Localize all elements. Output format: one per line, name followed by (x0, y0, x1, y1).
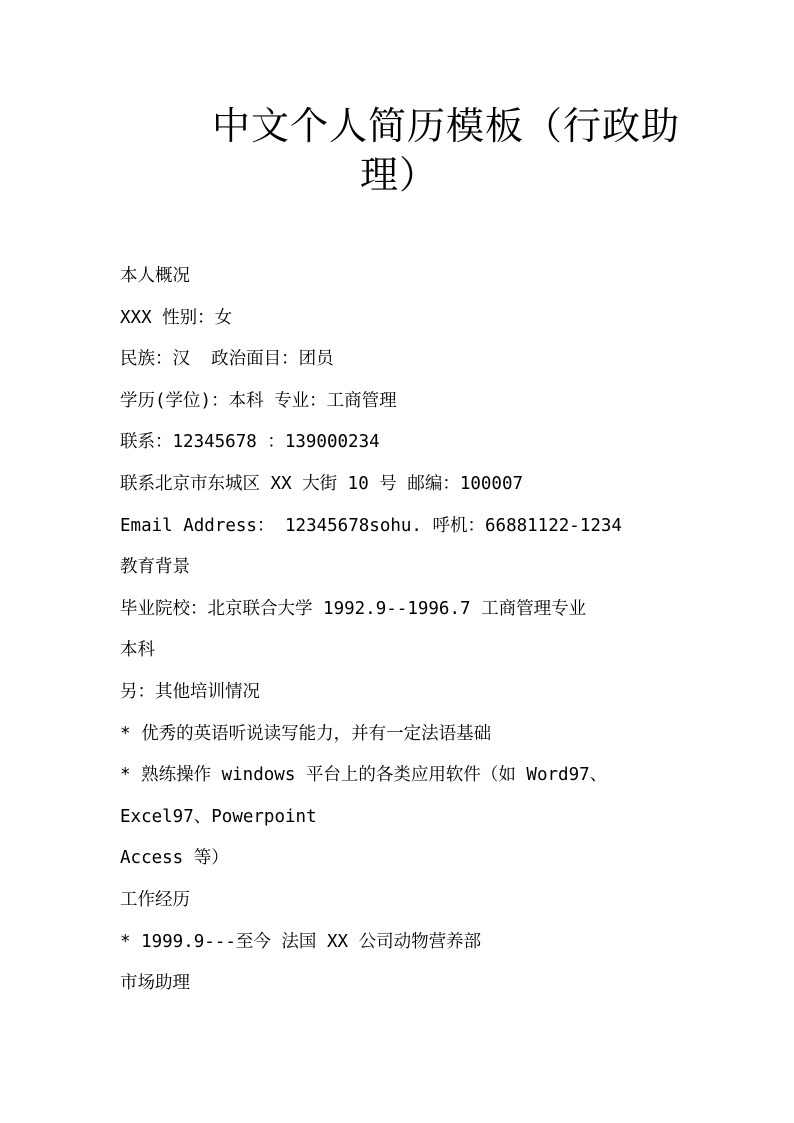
text-name-gender: XXX 性别：女 (120, 307, 233, 328)
list-item-software-skills: * 熟练操作 windows 平台上的各类应用软件（如 Word97、 (120, 765, 608, 786)
section-heading-work-experience: 工作经历 (120, 889, 190, 910)
page-title-line-1: 中文个人简历模板（行政助 (212, 104, 681, 148)
text-contact-phone: 联系：12345678 ：139000234 (120, 432, 380, 453)
list-item-job: * 1999.9---至今 法国 XX 公司动物营养部 (120, 931, 482, 952)
section-heading-education: 教育背景 (120, 557, 190, 578)
text-ethnicity-political: 民族：汉 政治面目：团员 (120, 349, 334, 370)
resume-body (120, 256, 720, 1005)
list-item-language-skills: * 优秀的英语听说读写能力，并有一定法语基础 (120, 723, 492, 744)
text-job-title: 市场助理 (120, 973, 190, 994)
text-address-postcode: 联系北京市东城区 XX 大街 10 号 邮编：100007 (120, 473, 524, 494)
text-degree: 本科 (120, 640, 155, 661)
list-item-software-skills-cont-1: Excel97、Powerpoint (120, 806, 317, 827)
text-email-pager: Email Address： 12345678sohu. 呼机：66881122-1234 (120, 515, 622, 536)
list-item-software-skills-cont-2: Access 等） (120, 848, 229, 869)
section-heading-personal-info: 本人概况 (120, 266, 190, 286)
text-other-training: 另：其他培训情况 (120, 681, 260, 702)
page-title-line-2: 理） (360, 153, 439, 197)
text-school: 毕业院校：北京联合大学 1992.9--1996.7 工商管理专业 (120, 598, 587, 619)
text-education-major: 学历(学位)：本科 专业：工商管理 (120, 390, 397, 411)
